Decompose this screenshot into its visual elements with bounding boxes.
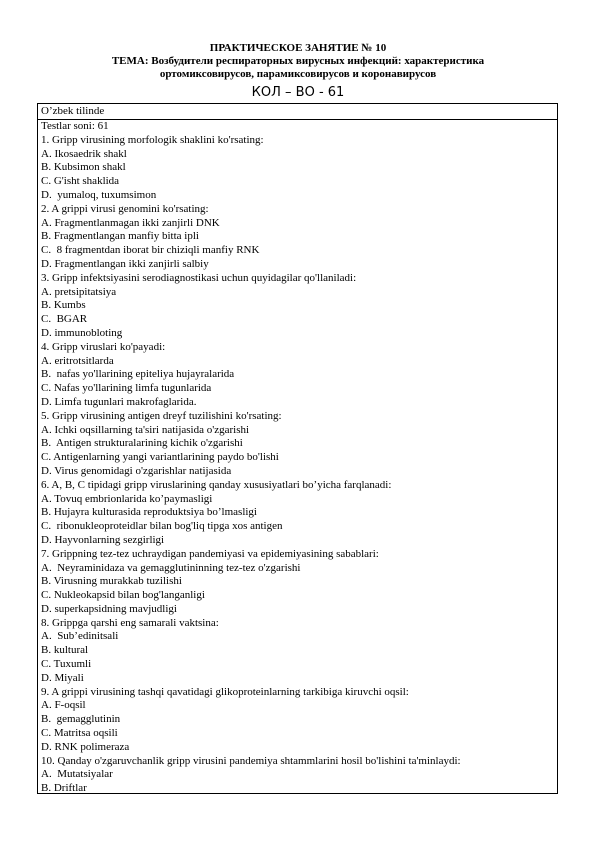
answer-option: D. Virus genomidagi o'zgarishlar natijasida (41, 464, 232, 477)
answer-option: C. Tuxumli (41, 658, 92, 671)
answer-option: D. Miyali (41, 671, 84, 684)
answer-option: C. Nafas yo'llarining limfa tugunlarida (41, 382, 212, 395)
answer-option: D. Limfa tugunlari makrofaglarida. (41, 395, 197, 408)
question-text: 9. A grippi virusining tashqi qavatidagi glikoproteinlarning tarkibiga kiruvchi oqsil: (41, 685, 409, 698)
answer-option: D. RNK polimeraza (41, 740, 130, 753)
answer-option: B. nafas yo'llarining epiteliya hujayralarida (41, 368, 235, 381)
topic-line: ТЕМА: Возбудители респираторных вирусных инфекций: характеристика (111, 55, 485, 67)
answer-option: A. Ikosaedrik shakl (41, 147, 127, 160)
answer-option: B. Virusning murakkab tuzilishi (41, 575, 182, 588)
answer-option: D. immunobloting (41, 326, 123, 339)
question-text: 10. Qanday o'zgaruvchanlik gripp virusini pandemiya shtammlarini hosil bo'lishini ta'minlaydi: (41, 754, 461, 767)
answer-option: A. F-oqsil (41, 699, 86, 712)
answer-option: B. kultural (41, 644, 89, 657)
test-code: КОЛ – ВО - 61 (251, 85, 345, 100)
answer-option: C. Matritsa oqsili (41, 727, 118, 740)
answer-option: B. Driftlar (41, 782, 87, 795)
answer-option: A. Neyraminidaza va gemagglutininning tez-tez o'zgarishi (41, 561, 301, 574)
question-text: 4. Gripp viruslari ko'payadi: (41, 340, 166, 353)
answer-option: C. Antigenlarning yangi variantlarining paydo bo'lishi (41, 451, 279, 464)
answer-option: B. Kubsimon shakl (41, 161, 126, 174)
test-content (38, 120, 557, 796)
question-text: 5. Gripp virusining antigen dreyf tuzilishini ko'rsating: (41, 409, 282, 422)
answer-option: A. Mutatsiyalar (41, 768, 113, 781)
answer-option: D. Hayvonlarning sezgirligi (41, 533, 165, 546)
topic-line-continued: ортомиксовирусов, парамиксовирусов и коронавирусов (159, 68, 437, 80)
question-text: 2. A grippi virusi genomini ko'rsating: (41, 202, 209, 215)
answer-option: A. pretsipitatsiya (41, 285, 117, 298)
answer-option: C. 8 fragmentdan iborat bir chiziqli manfiy RNK (41, 244, 260, 257)
answer-option: C. Nukleokapsid bilan bog'langanligi (41, 589, 205, 602)
answer-option: B. Kumbs (41, 299, 86, 312)
answer-option: A. Sub’edinitsali (41, 630, 119, 643)
language-row: O’zbek tilinde (38, 104, 557, 120)
answer-option: A. Ichki oqsillarning ta'siri natijasida o'zgarishi (41, 423, 250, 436)
answer-option: C. ribonukleoproteidlar bilan bog'liq tipga xos antigen (41, 520, 283, 533)
answer-option: C. BGAR (41, 313, 88, 326)
answer-option: A. Tovuq embrionlarida ko’paymasligi (41, 492, 213, 505)
answer-option: C. G'isht shaklida (41, 175, 120, 188)
answer-option: A. eritrotsitlarda (41, 354, 114, 367)
question-text: 7. Grippning tez-tez uchraydigan pandemiyasi va epidemiyasining sabablari: (41, 547, 379, 560)
test-table (37, 103, 558, 794)
question-text: 1. Gripp virusining morfologik shaklini ko'rsating: (41, 133, 264, 146)
answer-option: B. Antigen strukturalarining kichik o'zgarishi (41, 437, 243, 450)
answer-option: D. yumaloq, tuxumsimon (41, 188, 157, 201)
answer-option: B. Hujayra kulturasida reproduktsiya bo’lmasligi (41, 506, 257, 519)
question-text: 6. A, B, C tipidagi gripp viruslarining qanday xususiyatlari bo’yicha farqlanadi: (41, 478, 392, 491)
tests-count: Testlar soni: 61 (41, 120, 109, 132)
answer-option: B. gemagglutinin (41, 713, 121, 726)
answer-option: D. superkapsidning mavjudligi (41, 602, 177, 615)
answer-option: A. Fragmentlanmagan ikki zanjirli DNK (41, 216, 220, 229)
practical-lesson-title: ПРАКТИЧЕСКОЕ ЗАНЯТИЕ № 10 (209, 42, 387, 54)
answer-option: B. Fragmentlangan manfiy bitta ipli (41, 230, 199, 243)
question-text: 8. Grippga qarshi eng samarali vaktsina: (41, 616, 219, 629)
page-header (0, 41, 596, 102)
question-text: 3. Gripp infektsiyasini serodiagnostikasi uchun quyidagilar qo'llaniladi: (41, 271, 357, 284)
answer-option: D. Fragmentlangan ikki zanjirli salbiy (41, 257, 209, 270)
